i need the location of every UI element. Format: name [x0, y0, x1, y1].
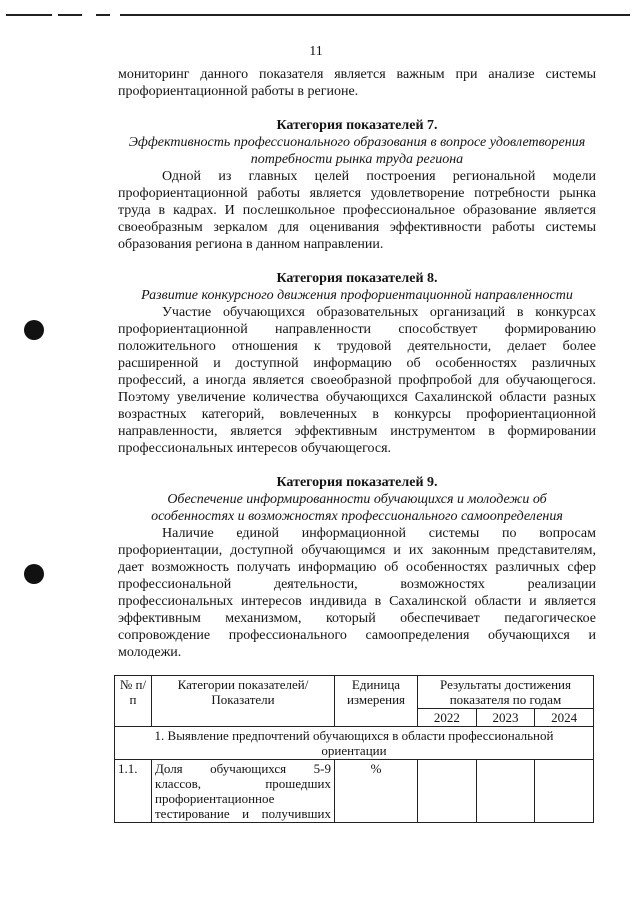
row-text-line: тестирование и получивших — [155, 806, 331, 821]
section-8-body — [118, 304, 596, 457]
table-section-row — [115, 727, 594, 760]
text-line: расширенной и доступной информацию об особенностях различных — [118, 356, 596, 371]
row-num: 1.1. — [115, 760, 152, 823]
text-line: направленности, является эффективным инструментом в формировании — [118, 424, 596, 439]
text-line: своеобразным зеркалом для оценивания эффективности работы системы — [118, 220, 596, 235]
text-line: Одной из главных целей построения региональной модели — [162, 169, 596, 184]
intro-paragraph-end — [118, 83, 596, 100]
header-unit: Единица измерения — [335, 676, 418, 727]
header-year-2022: 2022 — [418, 709, 477, 727]
row-text-line: профориентационное — [155, 791, 275, 806]
intro-paragraph — [118, 66, 596, 83]
text-line: профессиональных интересов индивида в Сахалинской области и является — [118, 594, 596, 609]
header-num: № п/п — [115, 676, 152, 727]
text-line: сопровождение профессионального самоопределения обучающихся и — [118, 628, 596, 643]
punch-hole-upper — [24, 320, 44, 340]
text-line: профориентационной работы является удовлетворение потребности рынка — [118, 186, 596, 201]
text-line: положительного отношения к трудовой деятельности, делает более — [118, 339, 596, 354]
text-line: профориентации, доступной обучающимся и их законным представителям, — [118, 543, 596, 558]
row-unit: % — [335, 760, 418, 823]
text-line: молодежи. — [118, 645, 182, 660]
section-7-subtitle — [118, 134, 596, 168]
text-line: профессий, а иногда является своеобразной профпробой для обучающегося. — [118, 373, 596, 388]
header-year-2023: 2023 — [476, 709, 535, 727]
section-7-body — [118, 168, 596, 253]
subtitle-line: особенностях и возможностях профессионального самоопределения — [151, 509, 563, 524]
subtitle-line: Обеспечение информированности обучающихся и молодежи об — [167, 492, 547, 507]
text-line: Наличие единой информационной системы по вопросам — [162, 526, 596, 541]
table-header-row — [115, 676, 594, 709]
text-line: труда в кадрах. И послешкольное профессиональное образование является — [118, 203, 596, 218]
row-text-line: Доля обучающихся 5-9 — [155, 761, 331, 776]
section-row-text: 1. Выявление предпочтений обучающихся в области профессиональной ориентации — [115, 727, 594, 760]
section-9-body — [118, 525, 596, 661]
row-text-line: классов, прошедших — [155, 776, 331, 791]
section-8-heading: Категория показателей 8. — [276, 271, 438, 286]
subtitle-line: Эффективность профессионального образования в вопросе удовлетворения — [128, 135, 586, 150]
text-line: профессиональной деятельности, возможностях реализации — [118, 577, 596, 592]
row-value-2024 — [535, 760, 594, 823]
text-line: профориентационной работы в регионе. — [118, 84, 359, 99]
punch-hole-lower — [24, 564, 44, 584]
scan-edge-line — [0, 14, 632, 16]
text-line: Участие обучающихся образовательных организаций в конкурсах — [162, 305, 596, 320]
text-line: профессиональных интересов обучающегося. — [118, 441, 392, 456]
text-line: мониторинг данного показателя является важным при анализе системы — [118, 67, 596, 82]
subtitle-line: Развитие конкурсного движения профориентационной направленности — [141, 288, 573, 303]
text-line: дает возможность получать информацию об особенностях различных сфер — [118, 560, 596, 575]
section-7-heading: Категория показателей 7. — [276, 118, 438, 133]
header-category: Категории показателей/Показатели — [152, 676, 335, 727]
section-9-heading: Категория показателей 9. — [276, 475, 438, 490]
indicators-table — [114, 675, 594, 823]
header-results: Результаты достижения показателя по годам — [418, 676, 594, 709]
header-year-2024: 2024 — [535, 709, 594, 727]
table-row — [115, 760, 594, 823]
text-line: профориентационной направленности способствует формированию — [118, 322, 596, 337]
section-8-subtitle — [118, 287, 596, 304]
text-line: образования региона в данном направлении. — [118, 237, 384, 252]
row-indicator — [152, 760, 335, 823]
section-9-subtitle — [118, 491, 596, 525]
document-body — [118, 66, 596, 823]
text-line: возрастных категорий, вовлеченных в конкурсы профориентационной — [118, 407, 596, 422]
text-line: эффективным механизмом, который обеспечивает педагогическое — [118, 611, 596, 626]
text-line: Поэтому увеличение количества обучающихся Сахалинской области разных — [118, 390, 596, 405]
row-value-2022 — [418, 760, 477, 823]
subtitle-line: потребности рынка труда региона — [250, 152, 464, 167]
row-value-2023 — [476, 760, 535, 823]
page-number: 11 — [309, 44, 323, 59]
